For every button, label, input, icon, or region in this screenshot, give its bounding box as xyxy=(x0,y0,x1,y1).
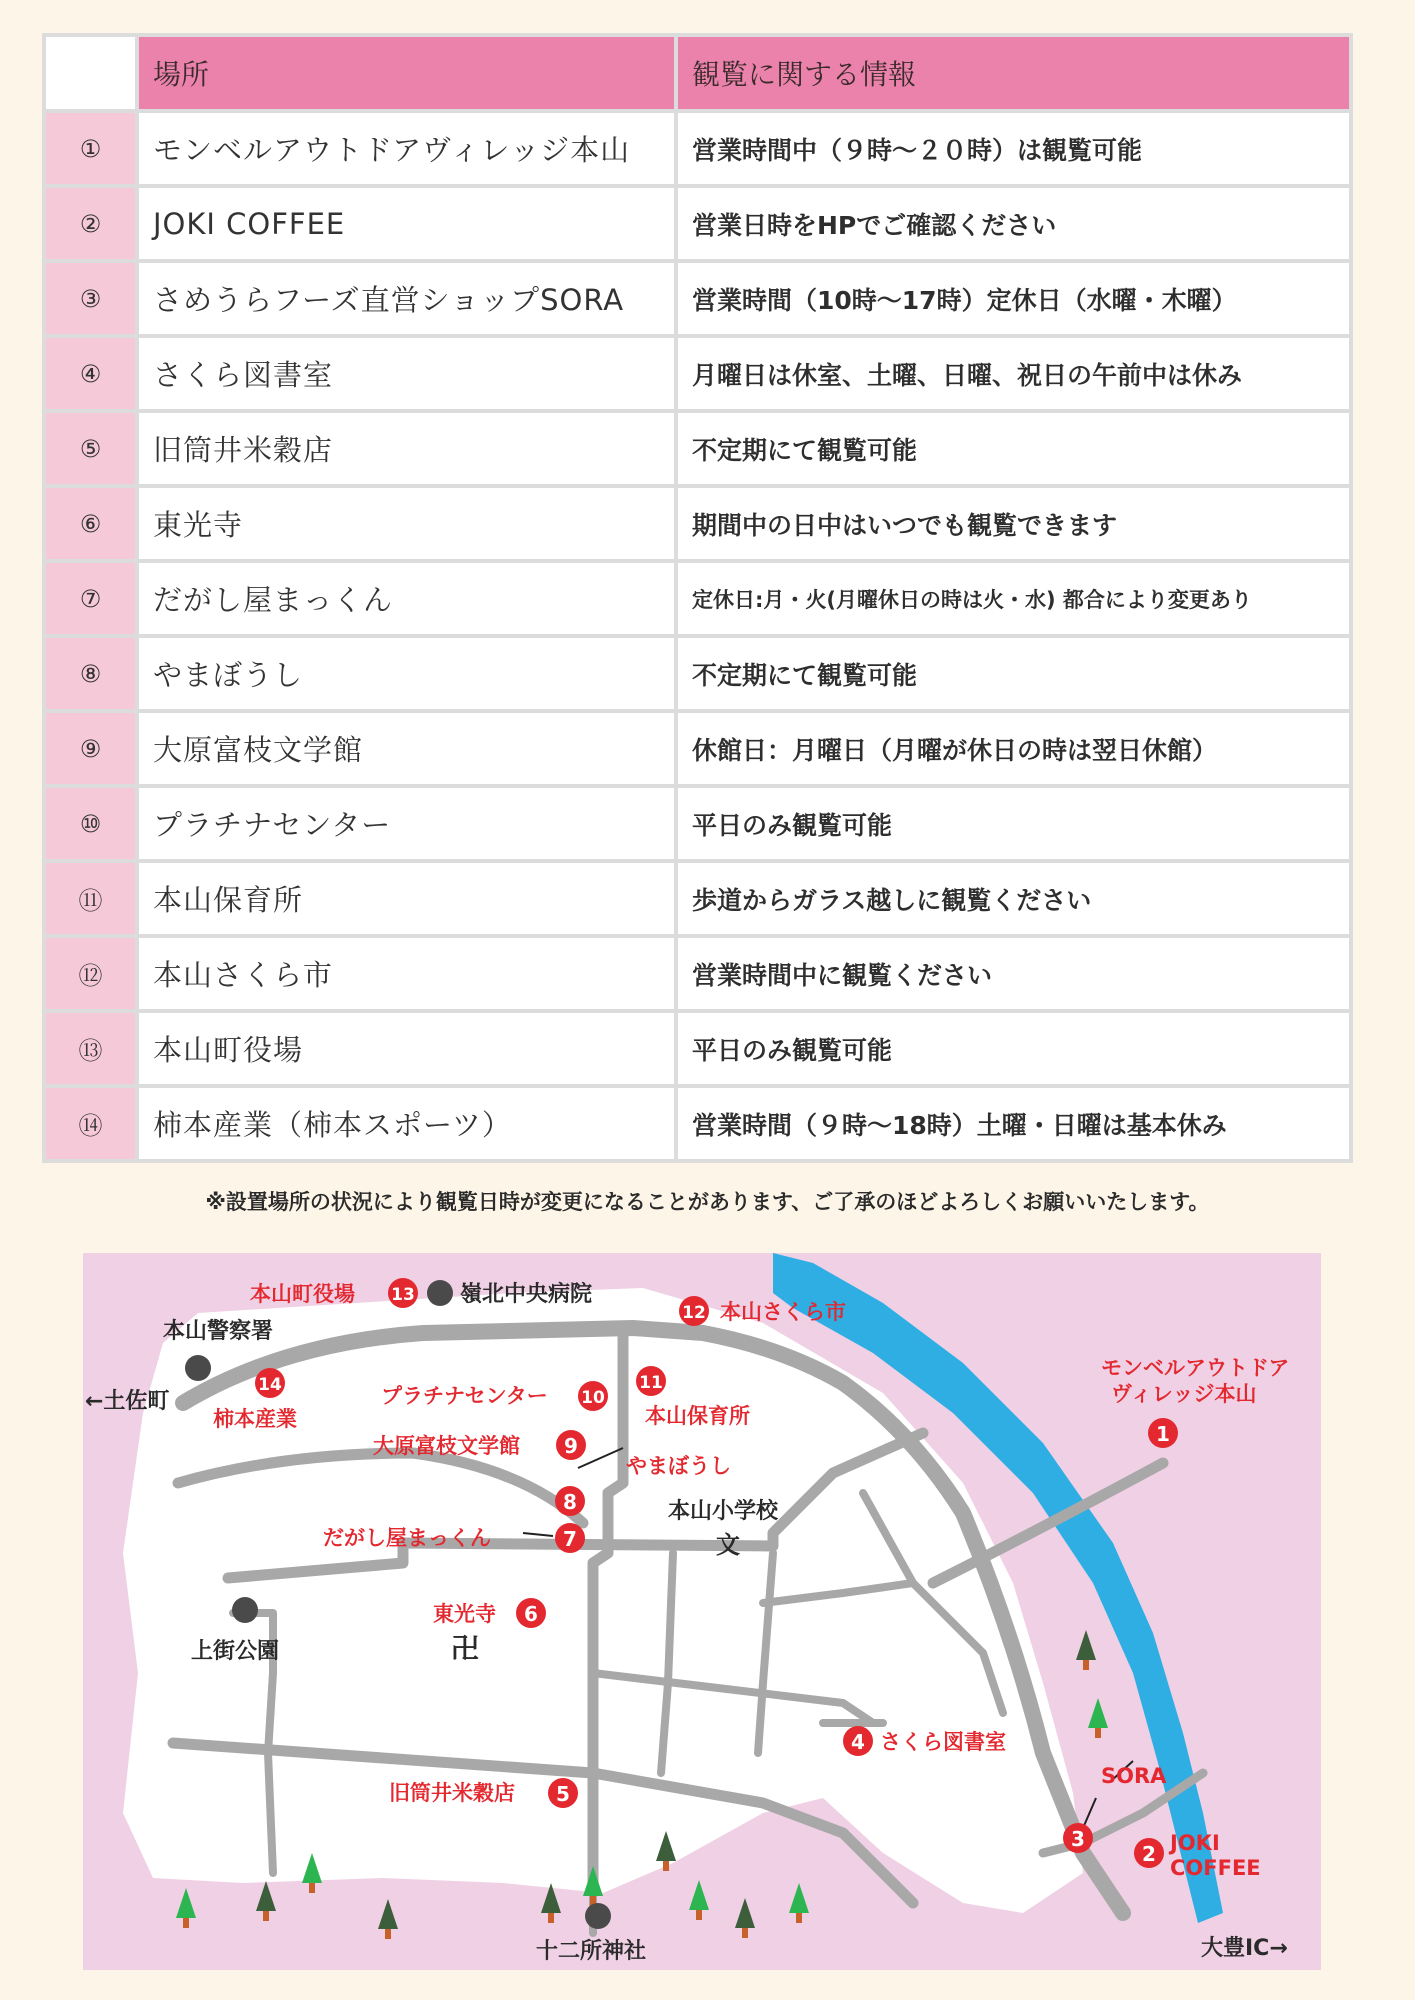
temple-symbol-icon: 卍 xyxy=(451,1632,480,1665)
row-number: ④ xyxy=(46,338,139,409)
label-1b: ヴィレッジ本山 xyxy=(1111,1382,1257,1406)
row-info: 平日のみ観覧可能 xyxy=(678,788,1349,859)
marker-10[interactable] xyxy=(578,1381,608,1411)
row-place: 大原富枝文学館 xyxy=(139,713,678,784)
direction-west: ←土佐町 xyxy=(85,1389,170,1414)
marker-4[interactable] xyxy=(843,1726,873,1756)
row-info: 歩道からガラス越しに観覧ください xyxy=(678,863,1349,934)
svg-text:12: 12 xyxy=(682,1303,706,1323)
svg-text:3: 3 xyxy=(1071,1827,1085,1851)
svg-text:10: 10 xyxy=(581,1388,605,1408)
table-row xyxy=(46,413,1349,484)
svg-text:1: 1 xyxy=(1156,1422,1170,1446)
park-label: 上街公園 xyxy=(191,1639,280,1664)
hospital-label: 嶺北中央病院 xyxy=(460,1282,593,1307)
park-dot-icon xyxy=(232,1597,258,1623)
svg-text:14: 14 xyxy=(258,1375,282,1395)
marker-5[interactable] xyxy=(548,1778,578,1808)
hospital-dot-icon xyxy=(427,1280,453,1306)
svg-text:4: 4 xyxy=(851,1730,865,1754)
table-row xyxy=(46,788,1349,859)
row-info: 平日のみ観覧可能 xyxy=(678,1013,1349,1084)
table-row xyxy=(46,1013,1349,1084)
row-number: ② xyxy=(46,188,139,259)
row-place: 東光寺 xyxy=(139,488,678,559)
disclaimer-note: ※設置場所の状況により観覧日時が変更になることがあります、ご了承のほどよろしくお願いいたします。 xyxy=(205,1190,1210,1214)
area-map xyxy=(83,1253,1321,1970)
marker-14[interactable] xyxy=(255,1368,285,1398)
row-number: ⑪ xyxy=(46,863,139,934)
school-symbol-icon: 文 xyxy=(716,1531,740,1559)
row-place: だがし屋まっくん xyxy=(139,563,678,634)
marker-11[interactable] xyxy=(636,1366,666,1396)
police-label: 本山警察署 xyxy=(163,1319,274,1344)
marker-6[interactable] xyxy=(516,1598,546,1628)
label-4: さくら図書室 xyxy=(880,1730,1006,1754)
header-number xyxy=(46,37,139,109)
row-number: ⑭ xyxy=(46,1088,139,1159)
table-row xyxy=(46,263,1349,334)
marker-9[interactable] xyxy=(556,1430,586,1460)
marker-13[interactable] xyxy=(388,1278,418,1308)
row-number: ⑬ xyxy=(46,1013,139,1084)
table-row xyxy=(46,188,1349,259)
marker-12[interactable] xyxy=(679,1296,709,1326)
label-1a: モンベルアウトドア xyxy=(1101,1356,1290,1380)
table-row xyxy=(46,938,1349,1009)
row-place: 旧筒井米穀店 xyxy=(139,413,678,484)
row-number: ⑥ xyxy=(46,488,139,559)
row-place: モンベルアウトドアヴィレッジ本山 xyxy=(139,113,678,184)
police-dot-icon xyxy=(185,1355,211,1381)
row-number: ③ xyxy=(46,263,139,334)
svg-text:2: 2 xyxy=(1142,1842,1156,1866)
label-9: 大原富枝文学館 xyxy=(373,1434,520,1458)
row-info: 営業時間（10時～17時）定休日（水曜・木曜） xyxy=(678,263,1349,334)
row-info: 営業日時をHPでご確認ください xyxy=(678,188,1349,259)
row-number: ① xyxy=(46,113,139,184)
table-row xyxy=(46,863,1349,934)
row-place: JOKI COFFEE xyxy=(139,188,678,259)
row-info: 定休日:月・火(月曜休日の時は火・水) 都合により変更あり xyxy=(678,563,1349,634)
row-info: 営業時間中に観覧ください xyxy=(678,938,1349,1009)
label-2b: COFFEE xyxy=(1170,1856,1261,1880)
row-place: さくら図書室 xyxy=(139,338,678,409)
label-5: 旧筒井米穀店 xyxy=(389,1781,515,1805)
table-row xyxy=(46,113,1349,184)
marker-3[interactable] xyxy=(1063,1823,1093,1853)
svg-text:8: 8 xyxy=(563,1490,577,1514)
label-13: 本山町役場 xyxy=(250,1282,355,1306)
row-info: 営業時間（９時～18時）土曜・日曜は基本休み xyxy=(678,1088,1349,1159)
label-12: 本山さくら市 xyxy=(720,1300,846,1324)
svg-text:7: 7 xyxy=(563,1527,577,1551)
marker-7[interactable] xyxy=(555,1523,585,1553)
row-place: プラチナセンター xyxy=(139,788,678,859)
row-info: 期間中の日中はいつでも観覧できます xyxy=(678,488,1349,559)
row-info: 営業時間中（９時～２０時）は観覧可能 xyxy=(678,113,1349,184)
row-place: さめうらフーズ直営ショップSORA xyxy=(139,263,678,334)
row-number: ⑦ xyxy=(46,563,139,634)
label-3: SORA xyxy=(1101,1764,1167,1788)
table-row xyxy=(46,563,1349,634)
table-row xyxy=(46,713,1349,784)
row-number: ⑧ xyxy=(46,638,139,709)
viewing-info-table xyxy=(46,33,1349,1163)
label-7: だがし屋まっくん xyxy=(323,1526,491,1550)
table-row xyxy=(46,338,1349,409)
shrine-label: 十二所神社 xyxy=(536,1939,647,1964)
row-info: 不定期にて観覧可能 xyxy=(678,638,1349,709)
svg-text:13: 13 xyxy=(391,1285,415,1305)
label-2a: JOKI xyxy=(1170,1831,1220,1855)
row-info: 休館日：月曜日（月曜が休日の時は翌日休館） xyxy=(678,713,1349,784)
svg-text:6: 6 xyxy=(524,1602,538,1626)
direction-east: 大豊IC→ xyxy=(1201,1936,1288,1961)
row-info: 不定期にて観覧可能 xyxy=(678,413,1349,484)
table-row xyxy=(46,638,1349,709)
marker-8[interactable] xyxy=(555,1486,585,1516)
label-14: 柿本産業 xyxy=(213,1407,297,1431)
label-6: 東光寺 xyxy=(433,1602,496,1626)
label-10: プラチナセンター xyxy=(381,1384,548,1408)
viewing-info-table-container xyxy=(42,33,1353,1163)
svg-text:11: 11 xyxy=(639,1373,663,1393)
marker-2[interactable] xyxy=(1134,1838,1164,1868)
row-place: 本山保育所 xyxy=(139,863,678,934)
row-number: ⑨ xyxy=(46,713,139,784)
svg-text:9: 9 xyxy=(564,1434,578,1458)
header-info: 観覧に関する情報 xyxy=(678,37,1349,109)
school-label: 本山小学校 xyxy=(668,1499,779,1524)
header-place: 場所 xyxy=(139,37,678,109)
label-11: 本山保育所 xyxy=(645,1404,750,1428)
row-number: ⑩ xyxy=(46,788,139,859)
row-info: 月曜日は休室、土曜、日曜、祝日の午前中は休み xyxy=(678,338,1349,409)
row-place: やまぼうし xyxy=(139,638,678,709)
marker-1[interactable] xyxy=(1148,1418,1178,1448)
svg-text:5: 5 xyxy=(556,1782,570,1806)
shrine-dot-icon xyxy=(585,1903,611,1929)
row-place: 柿本産業（柿本スポーツ） xyxy=(139,1088,678,1159)
map-canvas xyxy=(83,1253,1321,1970)
label-8: やまぼうし xyxy=(626,1454,731,1478)
row-number: ⑫ xyxy=(46,938,139,1009)
row-place: 本山さくら市 xyxy=(139,938,678,1009)
table-row xyxy=(46,1088,1349,1159)
row-place: 本山町役場 xyxy=(139,1013,678,1084)
table-header-row xyxy=(46,37,1349,109)
row-number: ⑤ xyxy=(46,413,139,484)
table-row xyxy=(46,488,1349,559)
